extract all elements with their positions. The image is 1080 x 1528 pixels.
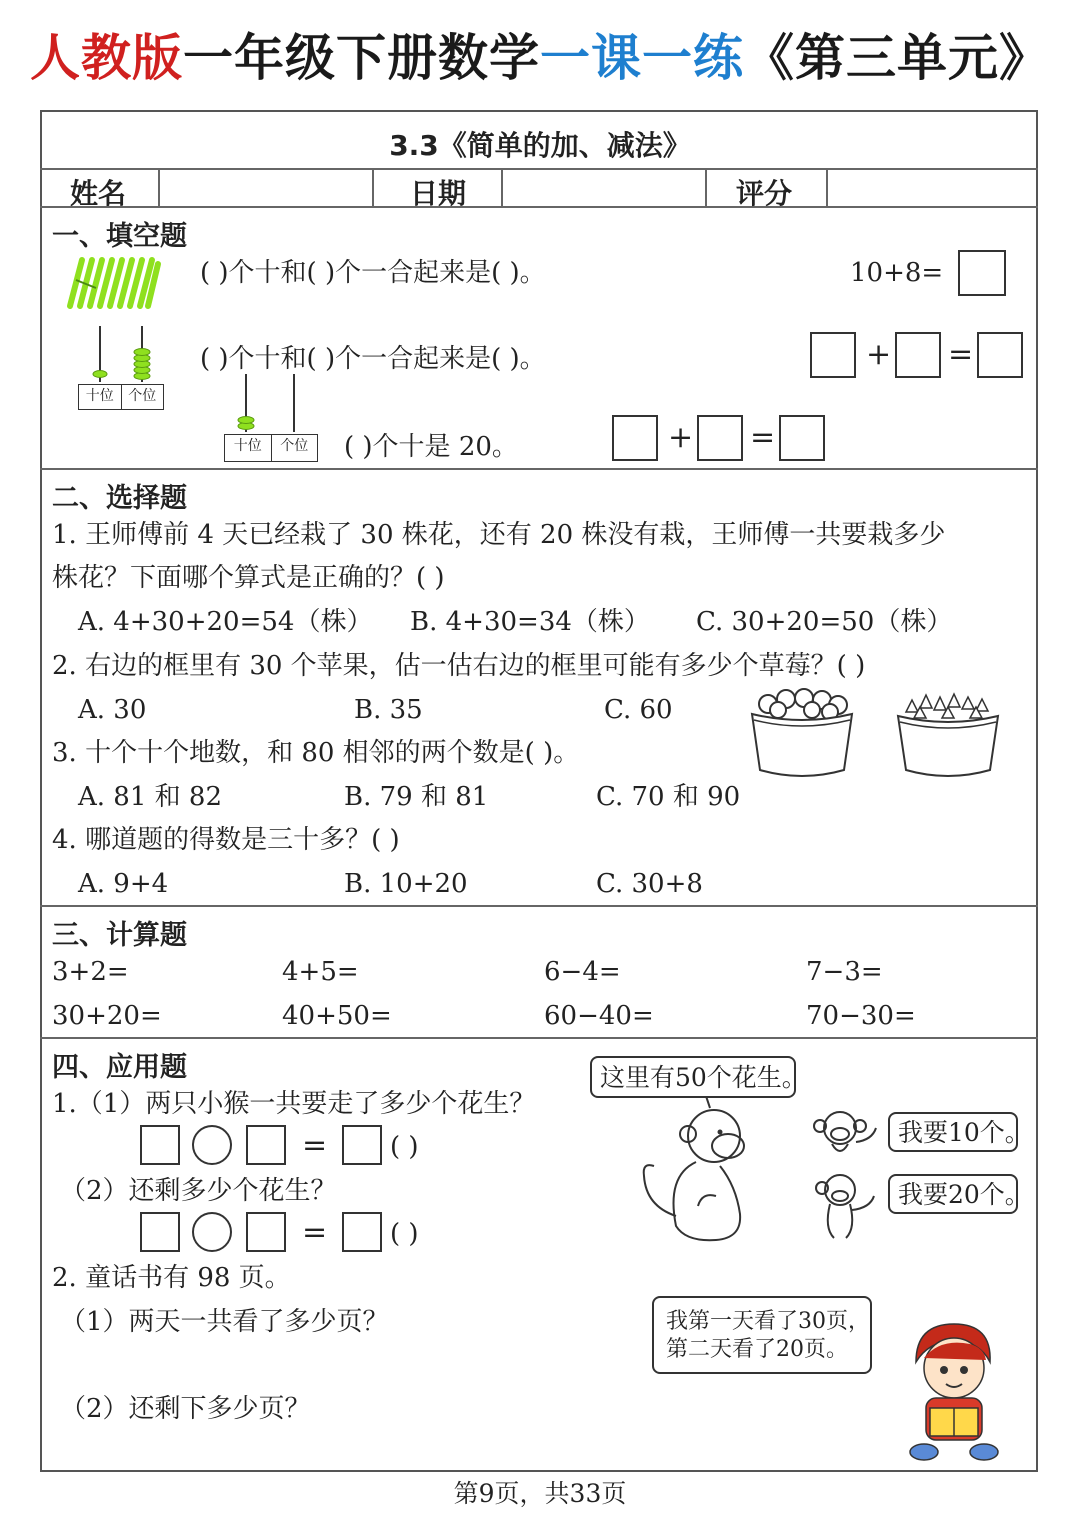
section-heading-fill-blank: 一、填空题 — [52, 221, 187, 252]
calc-problem: 40+50= — [282, 1001, 392, 1031]
equals-sign: = — [750, 420, 776, 455]
name-label: 姓名 — [70, 177, 127, 210]
title-grade: 一年级下册数学 — [183, 29, 540, 87]
choice-option[interactable]: C. 70 和 90 — [596, 782, 741, 812]
section-heading-calculation: 三、计算题 — [52, 920, 187, 951]
answer-box[interactable] — [246, 1212, 286, 1252]
choice-option[interactable]: C. 30+20=50（株） — [696, 607, 953, 637]
divider — [40, 168, 1038, 170]
word-q2-part2: （2）还剩下多少页？ — [60, 1394, 311, 1424]
divider — [40, 468, 1038, 470]
small-monkey-icon — [806, 1108, 878, 1160]
fill-blank-q1-equation: 10+8= — [850, 258, 944, 288]
choice-option[interactable]: A. 30 — [78, 695, 147, 725]
calc-problem: 6−4= — [544, 957, 621, 987]
plus-sign: + — [866, 337, 892, 372]
page-title — [0, 18, 1080, 98]
speech-bubble-boy-line2: 第二天看了20页。 — [666, 1337, 848, 1362]
equals-sign: = — [948, 337, 974, 372]
word-q1-part2: （2）还剩多少个花生？ — [60, 1176, 337, 1206]
unit-blank: ( ) — [390, 1132, 419, 1162]
section-heading-word-problems: 四、应用题 — [52, 1052, 187, 1083]
calc-problem: 3+2= — [52, 957, 129, 987]
word-q1-part1: 1.（1）两只小猴一共要走了多少个花生？ — [52, 1089, 536, 1119]
title-publisher: 人教版 — [30, 29, 183, 87]
stick-bundle-illustration — [62, 254, 162, 310]
page-number: 第9页，共33页 — [453, 1479, 627, 1508]
choice-option[interactable]: B. 4+30=34（株） — [410, 607, 650, 637]
speech-bubble-monkey2: 我要20个。 — [888, 1174, 1018, 1214]
fill-blank-q1: ( )个十和( )个一合起来是( )。 — [200, 258, 546, 288]
answer-box[interactable] — [810, 332, 856, 378]
section-heading-choice: 二、选择题 — [52, 483, 187, 514]
score-label: 评分 — [736, 177, 793, 210]
calc-problem: 60−40= — [544, 1001, 654, 1031]
choice-option[interactable]: B. 10+20 — [344, 869, 468, 899]
choice-option[interactable]: A. 81 和 82 — [78, 782, 223, 812]
divider — [40, 206, 1038, 208]
choice-q3: 3. 十个十个地数，和 80 相邻的两个数是( )。 — [52, 738, 580, 768]
apple-basket-illustration — [748, 686, 856, 782]
choice-q2: 2. 右边的框里有 30 个苹果，估一估右边的框里可能有多少个草莓？( ) — [52, 651, 866, 681]
strawberry-basket-illustration — [894, 688, 1002, 782]
operator-circle[interactable] — [192, 1212, 232, 1252]
answer-box[interactable] — [977, 332, 1023, 378]
divider — [372, 168, 374, 206]
tens-label: 十位 — [233, 438, 262, 454]
speech-bubble-boy — [652, 1296, 872, 1374]
divider — [705, 168, 707, 206]
choice-q1-line2: 株花？下面哪个算式是正确的？( ) — [52, 563, 445, 593]
tens-label: 十位 — [85, 388, 114, 404]
small-monkey-icon — [810, 1170, 882, 1242]
unit-blank: ( ) — [390, 1219, 419, 1249]
divider — [826, 168, 828, 206]
divider — [40, 905, 1038, 907]
equals-sign: = — [302, 1128, 328, 1163]
boy-reading-icon — [900, 1318, 1004, 1466]
abacus-illustration — [224, 372, 318, 434]
answer-box[interactable] — [779, 415, 825, 461]
abacus-illustration — [78, 324, 164, 384]
word-q2-part1: （1）两天一共看了多少页？ — [60, 1307, 389, 1337]
title-unit: 《第三单元》 — [744, 29, 1050, 87]
answer-box[interactable] — [246, 1125, 286, 1165]
fill-blank-q2: ( )个十和( )个一合起来是( )。 — [200, 344, 546, 374]
divider — [40, 1037, 1038, 1039]
calc-problem: 70−30= — [806, 1001, 916, 1031]
answer-box[interactable] — [342, 1125, 382, 1165]
answer-box[interactable] — [895, 332, 941, 378]
place-value-labels — [224, 434, 318, 462]
choice-option[interactable]: A. 9+4 — [78, 869, 169, 899]
divider — [501, 168, 503, 206]
calc-problem: 7−3= — [806, 957, 883, 987]
calc-problem: 30+20= — [52, 1001, 162, 1031]
answer-box[interactable] — [140, 1125, 180, 1165]
speech-bubble-boy-line1: 我第一天看了30页， — [666, 1309, 870, 1334]
fill-blank-q3: ( )个十是 20。 — [344, 432, 518, 462]
answer-box[interactable] — [958, 250, 1006, 296]
calc-problem: 4+5= — [282, 957, 359, 987]
choice-q1-line1: 1. 王师傅前 4 天已经栽了 30 株花，还有 20 株没有栽，王师傅一共要栽多少 — [52, 520, 946, 550]
date-label: 日期 — [410, 177, 467, 210]
ones-label: 个位 — [271, 435, 318, 461]
monkey-icon — [636, 1096, 756, 1246]
speech-bubble-big-monkey: 这里有50个花生。 — [590, 1056, 796, 1098]
operator-circle[interactable] — [192, 1125, 232, 1165]
choice-option[interactable]: C. 30+8 — [596, 869, 703, 899]
answer-box[interactable] — [140, 1212, 180, 1252]
lesson-title: 3.3《简单的加、减法》 — [389, 129, 691, 162]
speech-bubble-monkey1: 我要10个。 — [888, 1112, 1018, 1152]
equals-sign: = — [302, 1215, 328, 1250]
choice-option[interactable]: B. 79 和 81 — [344, 782, 489, 812]
answer-box[interactable] — [697, 415, 743, 461]
plus-sign: + — [668, 420, 694, 455]
answer-box[interactable] — [342, 1212, 382, 1252]
title-series: 一课一练 — [540, 29, 744, 87]
choice-q4: 4. 哪道题的得数是三十多？( ) — [52, 825, 400, 855]
choice-option[interactable]: A. 4+30+20=54（株） — [78, 607, 373, 637]
ones-label: 个位 — [121, 385, 164, 409]
divider — [158, 168, 160, 206]
choice-option[interactable]: B. 35 — [354, 695, 423, 725]
choice-option[interactable]: C. 60 — [604, 695, 673, 725]
answer-box[interactable] — [612, 415, 658, 461]
place-value-labels — [78, 384, 164, 410]
word-q2: 2. 童话书有 98 页。 — [52, 1263, 291, 1293]
